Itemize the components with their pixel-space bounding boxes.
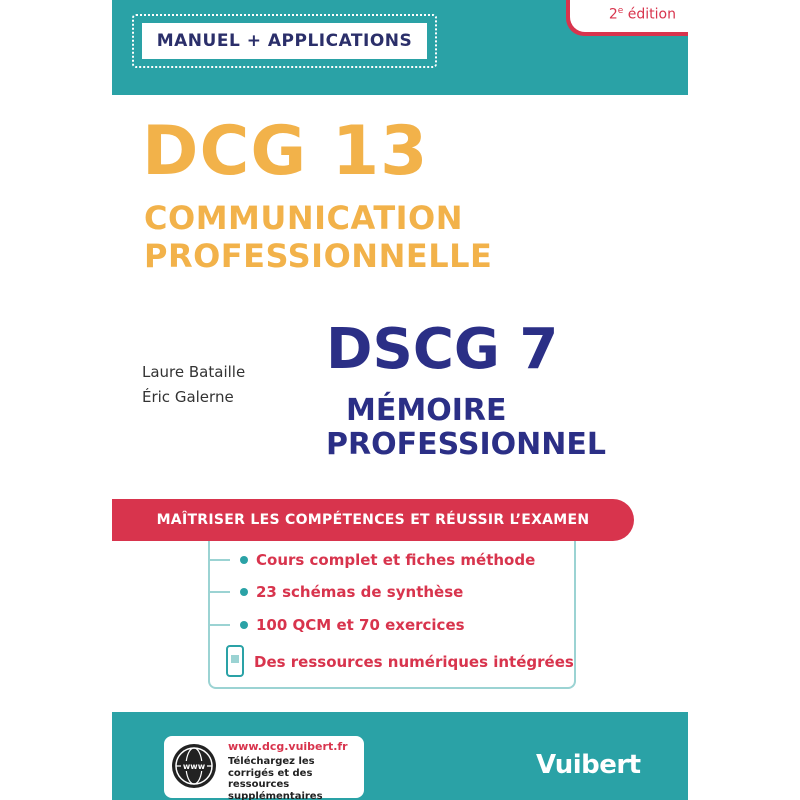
author-2: Éric Galerne bbox=[142, 388, 234, 406]
dcg-title-line2: PROFESSIONNELLE bbox=[144, 237, 493, 275]
bottom-band bbox=[112, 712, 688, 800]
dscg-title-line1: MÉMOIRE bbox=[346, 393, 507, 428]
banner-text: MAÎTRISER LES COMPÉTENCES ET RÉUSSIR L’EXAMEN bbox=[156, 512, 590, 528]
objective-banner bbox=[112, 499, 634, 541]
dcg-title-line1: COMMUNICATION bbox=[144, 199, 464, 237]
svg-text:www: www bbox=[182, 762, 206, 771]
website-description: Téléchargez les corrigés et des ressources supplémentaires bbox=[228, 756, 323, 800]
book-cover bbox=[112, 0, 688, 800]
series-label: MANUEL + APPLICATIONS bbox=[156, 31, 413, 51]
bullet-icon bbox=[240, 588, 248, 596]
dcg-number: DCG 13 bbox=[142, 112, 429, 191]
feature-item: Des ressources numériques intégrées bbox=[240, 653, 574, 671]
dscg-title-line2: PROFESSIONNEL bbox=[326, 427, 606, 462]
dscg-number: DSCG 7 bbox=[326, 317, 559, 382]
website-box bbox=[164, 736, 364, 798]
smartphone-icon bbox=[226, 645, 244, 677]
bullet-icon bbox=[240, 556, 248, 564]
feature-item: 23 schémas de synthèse bbox=[240, 583, 463, 601]
feature-item: Cours complet et fiches méthode bbox=[240, 551, 535, 569]
website-url[interactable]: www.dcg.vuibert.fr bbox=[228, 740, 348, 753]
bullet-icon bbox=[240, 621, 248, 629]
series-box bbox=[132, 14, 437, 68]
globe-icon bbox=[172, 744, 216, 788]
edition-tab bbox=[566, 0, 688, 36]
features-list bbox=[208, 541, 576, 689]
author-1: Laure Bataille bbox=[142, 363, 246, 381]
edition-label: 2e édition bbox=[608, 6, 676, 23]
feature-item: 100 QCM et 70 exercices bbox=[240, 616, 465, 634]
publisher-logo: Vuibert bbox=[536, 750, 641, 780]
